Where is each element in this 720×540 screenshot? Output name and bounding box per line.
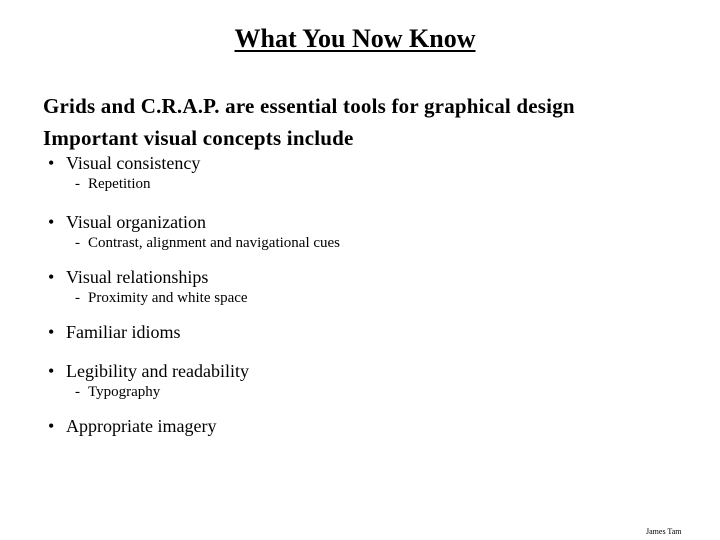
bullet-item-appropriate-imagery xyxy=(48,416,216,437)
bullet-marker: • xyxy=(48,153,55,173)
sub-item-contrast-alignment xyxy=(75,235,340,252)
bullet-marker: • xyxy=(48,416,55,436)
bullet-text: Visual consistency xyxy=(66,153,201,173)
sub-marker: - xyxy=(75,235,80,251)
bullet-item-visual-relationships xyxy=(48,267,208,288)
bullet-marker: • xyxy=(48,361,55,381)
sub-item-repetition xyxy=(75,176,151,193)
sub-marker: - xyxy=(75,176,80,192)
sub-marker: - xyxy=(75,384,80,400)
bullet-item-familiar-idioms xyxy=(48,322,181,343)
sub-text: Typography xyxy=(88,384,161,400)
bullet-item-visual-organization xyxy=(48,212,206,233)
bullet-item-legibility xyxy=(48,361,249,382)
sub-item-typography xyxy=(75,384,160,401)
sub-marker: - xyxy=(75,290,80,306)
footer-author: James Tam xyxy=(646,527,682,536)
bullet-marker: • xyxy=(48,212,55,232)
bullet-marker: • xyxy=(48,322,55,342)
slide-title: What You Now Know xyxy=(234,24,476,53)
sub-text: Contrast, alignment and navigational cues xyxy=(88,235,341,251)
bullet-text: Legibility and readability xyxy=(66,361,249,381)
sub-text: Proximity and white space xyxy=(88,290,248,306)
bullet-text: Visual relationships xyxy=(66,267,209,287)
main-point-visual-concepts: Important visual concepts include xyxy=(43,126,354,150)
bullet-text: Visual organization xyxy=(66,212,207,232)
sub-text: Repetition xyxy=(88,176,151,192)
bullet-marker: • xyxy=(48,267,55,287)
bullet-item-visual-consistency xyxy=(48,153,200,174)
main-point-grids: Grids and C.R.A.P. are essential tools for graphical design xyxy=(43,94,575,118)
bullet-text: Familiar idioms xyxy=(66,322,181,342)
bullet-text: Appropriate imagery xyxy=(66,416,217,436)
sub-item-proximity xyxy=(75,290,248,307)
